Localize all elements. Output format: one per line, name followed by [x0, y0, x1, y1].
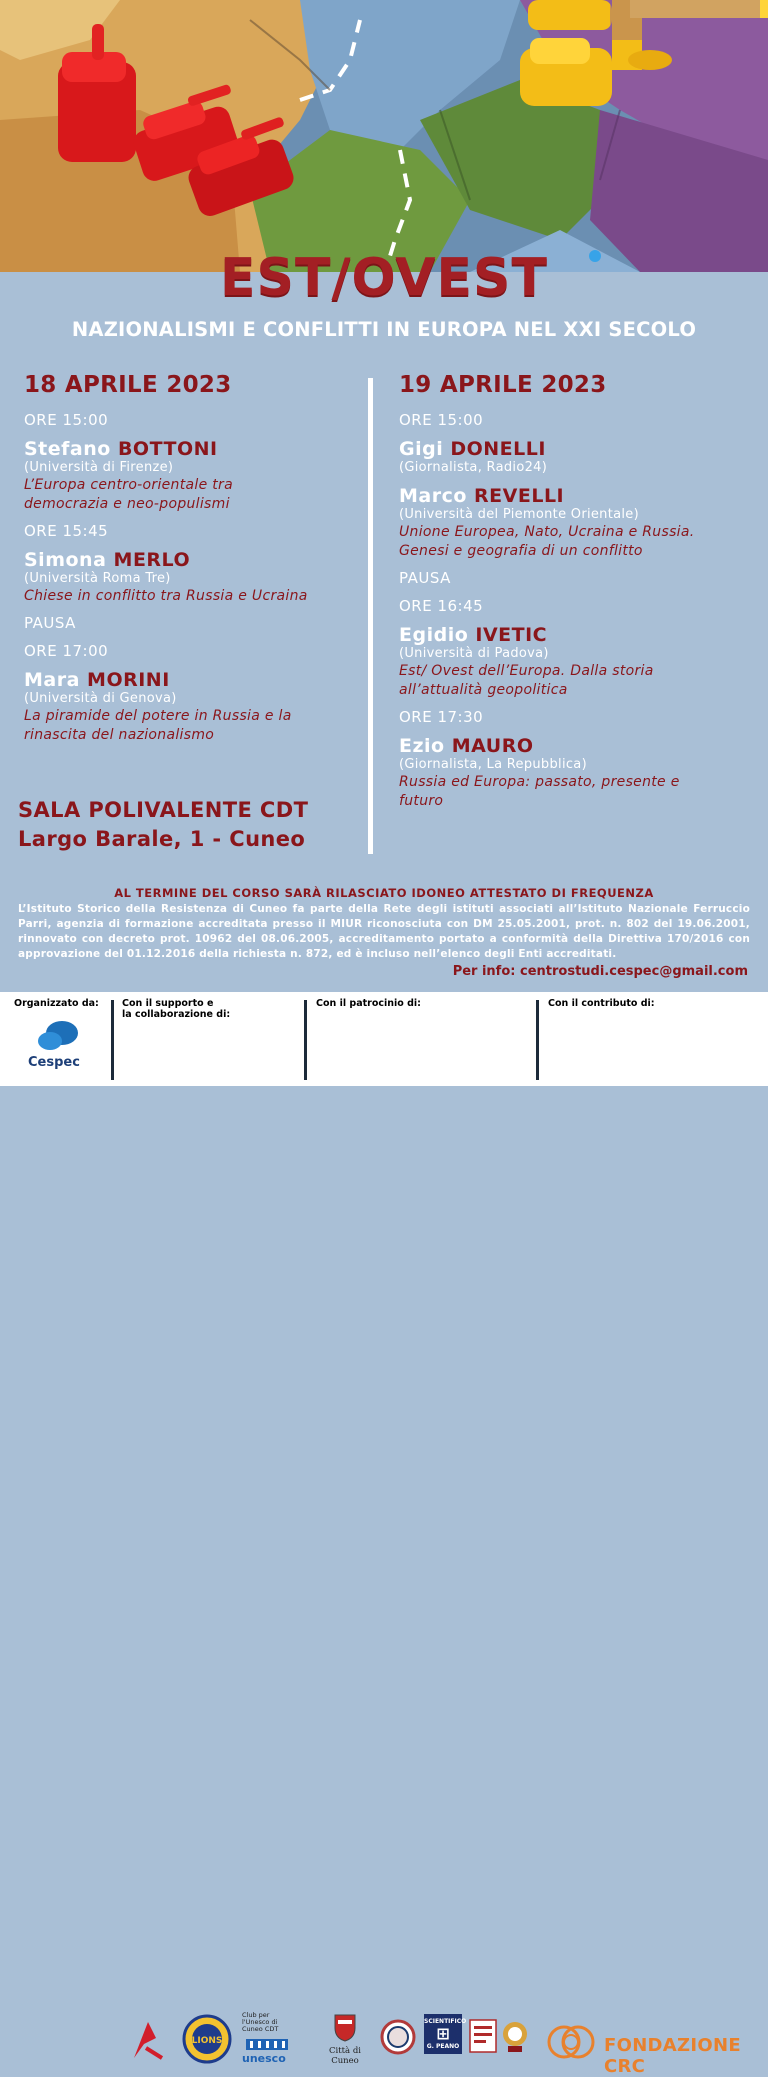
- speaker-affiliation: (Università del Piemonte Orientale): [399, 507, 639, 522]
- speaker-first-name: Marco: [399, 485, 467, 507]
- speaker-affiliation: (Università di Firenze): [24, 460, 174, 475]
- speaker-name: [24, 550, 360, 571]
- speaker-first-name: Egidio: [399, 624, 469, 646]
- speaker-name: [24, 670, 360, 691]
- talk-title-line: all’attualità geopolitica: [399, 682, 568, 698]
- lions-club-logo-icon: [182, 2014, 232, 2064]
- speaker-last-name: MERLO: [113, 549, 191, 571]
- footer-heading: la collaborazione di:: [122, 1009, 231, 1020]
- fondazione-crc-rings-icon: [542, 2022, 602, 2062]
- contact-label: Per info:: [452, 964, 520, 979]
- citta-di-cuneo-text: Città di Cuneo: [329, 2046, 361, 2066]
- cespec-logo-text: Cespec: [28, 1055, 80, 1070]
- cespec-logo-icon: [28, 1019, 88, 1059]
- speaker-last-name: DONELLI: [450, 438, 546, 460]
- speaker-first-name: Ezio: [399, 735, 445, 757]
- hero-image: [0, 0, 768, 272]
- column-divider: [368, 378, 373, 854]
- speaker-ivetic: [399, 625, 749, 700]
- speaker-revelli: [399, 486, 749, 561]
- speaker-last-name: MORINI: [87, 669, 170, 691]
- speaker-affiliation: (Università di Genova): [24, 691, 177, 706]
- speaker-last-name: BOTTONI: [117, 438, 218, 460]
- speaker-bottoni: [24, 439, 360, 514]
- footer-heading: Con il contributo di:: [548, 998, 655, 1009]
- speaker-name: [24, 439, 360, 460]
- speaker-last-name: IVETIC: [475, 624, 548, 646]
- day-column-left: [24, 372, 360, 753]
- talk-title-line: democrazia e neo-populismi: [24, 496, 230, 512]
- red-ribbon-logo-icon: [128, 2018, 168, 2062]
- speaker-name: [399, 625, 749, 646]
- break-label: PAUSA: [24, 614, 76, 632]
- speaker-first-name: Simona: [24, 549, 107, 571]
- speaker-name: [399, 736, 749, 757]
- unesco-club-logo: [242, 2012, 298, 2065]
- speaker-first-name: Gigi: [399, 438, 444, 460]
- unesco-temple-icon: [242, 2036, 292, 2052]
- talk-title-line: La piramide del potere in Russia e la: [24, 708, 292, 724]
- main-title: EST/OVEST: [220, 248, 548, 308]
- speaker-last-name: MAURO: [451, 735, 534, 757]
- peano-top-text: SCIENTIFICO: [424, 2018, 467, 2025]
- accreditation-note: L’Istituto Storico della Resistenza di Cuneo fa parte della Rete degli istituti associati all’Istituto Nazionale Ferruccio Parri, agenzia di formazione accreditata presso il MIUR riconosciuta con DM 25.05.2001, prot. n. 802 del 19.06.2001, rinnovato con decreto prot. 10962 del 08.06.2005, accreditamento portato a conformità della Direttiva 170/2016 con approvazione del 01.12.2016 della richiesta n. 872, ed è incluso nell’elenco degli Enti accreditati.: [18, 903, 750, 960]
- contact-email-link[interactable]: centrostudi.cespec@gmail.com: [520, 964, 748, 979]
- speaker-donelli: [399, 439, 749, 476]
- speaker-merlo: [24, 550, 360, 606]
- speaker-affiliation: (Giornalista, La Repubblica): [399, 757, 587, 772]
- footer-patronage: [316, 998, 536, 1009]
- time-slot: ORE 16:45: [399, 597, 484, 615]
- footer-heading: Con il supporto e: [122, 998, 214, 1009]
- time-slot: ORE 17:00: [24, 642, 109, 660]
- liceo-peano-logo: [424, 2014, 467, 2054]
- anniversary-badge-icon: [500, 2016, 530, 2056]
- footer-separator: [304, 1000, 307, 1080]
- certificate-notice: AL TERMINE DEL CORSO SARÀ RILASCIATO IDONEO ATTESTATO DI FREQUENZA: [114, 886, 654, 900]
- footer-separator: [111, 1000, 114, 1080]
- break-label: PAUSA: [399, 569, 451, 587]
- speaker-mauro: [399, 736, 749, 811]
- footer-heading: Con il patrocinio di:: [316, 998, 421, 1009]
- talk-title-line: futuro: [399, 793, 444, 809]
- time-slot: ORE 15:00: [399, 411, 484, 429]
- footer-support: [122, 998, 302, 1020]
- time-slot: ORE 15:00: [24, 411, 109, 429]
- day-date: 18 APRILE 2023: [24, 372, 232, 398]
- footer-contribution: [548, 998, 758, 1009]
- footer-heading: Organizzato da:: [14, 998, 99, 1009]
- map-illustration: [0, 0, 768, 272]
- lions-logo-text: LIONS: [191, 2036, 223, 2046]
- footer-organizer: [14, 998, 109, 1070]
- talk-title-line: L’Europa centro-orientale tra: [24, 477, 233, 493]
- talk-title-line: Russia ed Europa: passato, presente e: [399, 774, 680, 790]
- speaker-morini: [24, 670, 360, 745]
- speaker-first-name: Stefano: [24, 438, 111, 460]
- unesco-club-text: Club per l'Unesco di Cuneo CDT: [242, 2011, 279, 2033]
- footer-sponsors: [0, 992, 768, 2077]
- time-slot: ORE 15:45: [24, 522, 109, 540]
- speaker-last-name: REVELLI: [474, 485, 565, 507]
- talk-title-line: Genesi e geografia di un conflitto: [399, 543, 643, 559]
- istituto-scienze-religiose-icon: [468, 2016, 498, 2056]
- time-slot: ORE 17:30: [399, 708, 484, 726]
- speaker-name: [399, 439, 749, 460]
- citta-di-cuneo-logo: [316, 2012, 374, 2066]
- peano-symbol-icon: ⊞: [436, 2024, 450, 2043]
- unesco-logo-text: unesco: [242, 2052, 286, 2065]
- contact-info: [453, 964, 748, 979]
- day-column-right: [399, 372, 749, 819]
- speaker-name: [399, 486, 749, 507]
- venue: [18, 796, 363, 854]
- talk-title-line: rinascita del nazionalismo: [24, 727, 215, 743]
- subtitle: NAZIONALISMI E CONFLITTI IN EUROPA NEL XXI SECOLO: [71, 318, 697, 341]
- speaker-affiliation: (Università Roma Tre): [24, 571, 171, 586]
- fondazione-crc-logo-text: FONDAZIONE CRC: [604, 2035, 741, 2077]
- speaker-first-name: Mara: [24, 669, 80, 691]
- coat-of-arms-icon: [332, 2012, 358, 2042]
- day-date: 19 APRILE 2023: [399, 372, 607, 398]
- talk-title-line: Chiese in conflitto tra Russia e Ucraina: [24, 588, 308, 604]
- circular-seal-icon: [380, 2019, 416, 2055]
- peano-logo-text: G. PEANO: [426, 2043, 460, 2050]
- speaker-affiliation: (Università di Padova): [399, 646, 549, 661]
- venue-address: Largo Barale, 1 - Cuneo: [18, 827, 306, 851]
- footer-separator: [536, 1000, 539, 1080]
- venue-name: SALA POLIVALENTE CDT: [18, 798, 309, 822]
- yellow-tank-icon: [520, 0, 612, 106]
- talk-title-line: Est/ Ovest dell’Europa. Dalla storia: [399, 663, 654, 679]
- talk-title-line: Unione Europea, Nato, Ucraina e Russia.: [399, 524, 695, 540]
- speaker-affiliation: (Giornalista, Radio24): [399, 460, 548, 475]
